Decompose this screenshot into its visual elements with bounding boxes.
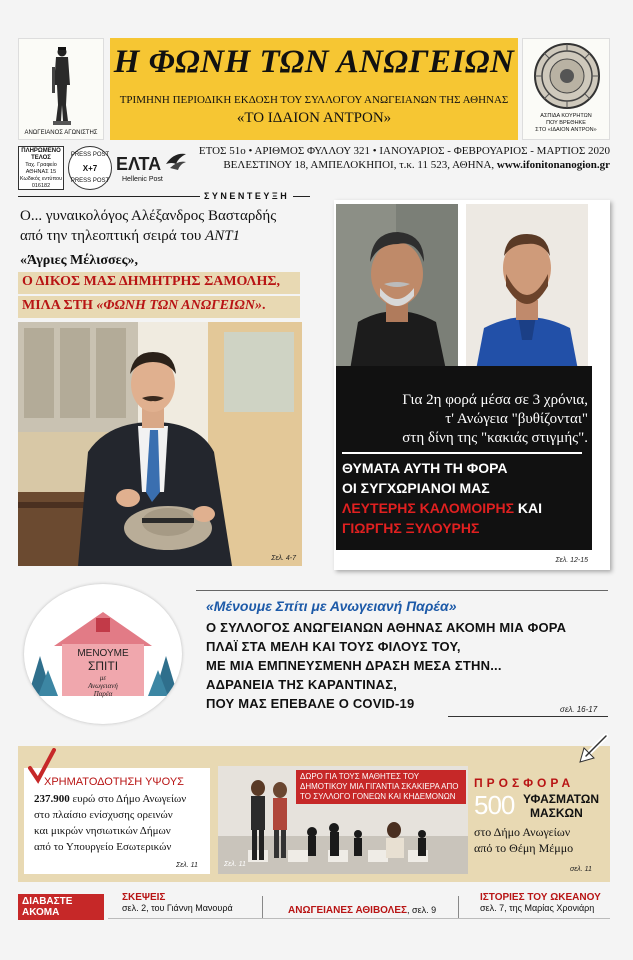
portrait-young-man: [466, 204, 588, 370]
right-caption-line-2: ΠΟΥ ΒΡΕΘΗΚΕ: [546, 120, 586, 126]
and-word: ΚΑΙ: [514, 500, 543, 516]
press-post-seal: [68, 146, 112, 190]
footer-link-ocean[interactable]: [480, 892, 601, 913]
stay-home-logo[interactable]: [24, 584, 182, 724]
feature-page-ref: Σελ. 12-15: [555, 557, 588, 564]
interview-label: ΣΥΝΕΝΤΕΥΞΗ: [200, 191, 293, 201]
funding-line-4: και μικρών νησιωτικών Δήμων: [34, 825, 171, 837]
feature-names-line: [342, 500, 542, 516]
elta-bird-icon: [164, 150, 188, 174]
masks-title[interactable]: ΠΡΟΣΦΟΡΑ: [474, 776, 575, 790]
logo-line-3: με: [99, 674, 107, 682]
curetes-shield-icon: [533, 42, 601, 110]
stay-home-line-5: ΠΟΥ ΜΑΣ ΕΠΕΒΑΛΕ Ο COVID-19: [206, 696, 415, 711]
funding-page-ref: Σελ. 11: [176, 862, 198, 869]
postage-paid-stamp: [18, 146, 64, 190]
stay-home-house-icon: [24, 584, 182, 724]
footer-link-athivoles-title: ΑΝΩΓΕΙΑΝΕΣ ΑΘΙΒΟΛΕΣ: [288, 905, 408, 916]
elta-subtitle: Hellenic Post: [122, 176, 163, 183]
elta-name: ΕΛΤΑ: [116, 154, 162, 174]
right-emblem-caption: [525, 113, 607, 134]
footer-link-ocean-sub: σελ. 7, της Μαρίας Χρονιάρη: [480, 903, 595, 913]
actor-illustration: [18, 322, 302, 566]
funding-line-3: στο πλαίσιο ενίσχυσης ορεινών: [34, 809, 173, 821]
address-text: ΒΕΛΕΣΤΙΝΟΥ 18, ΑΜΠΕΛΟΚΗΠΟΙ, τ.κ. 11 523, ΑΘΗΝΑ,: [223, 159, 497, 171]
postage-line-2: ΤΕΛΟΣ: [31, 155, 51, 161]
chess-caption: ΔΩΡΟ ΓΙΑ ΤΟΥΣ ΜΑΘΗΤΕΣ ΤΟΥ ΔΗΜΟΤΙΚΟΥ ΜΙΑ ΓΙΓΑΝΤΙΑ ΣΚΑΚΙΕΡΑ ΑΠΟ ΤΟ ΣΥΛΛΟΓΟ ΓΟΝΕΩΝ ΚΑΙ ΚΗΔΕΜΟΝΩΝ: [296, 770, 466, 804]
funding-line-2: [34, 793, 186, 805]
victim-name-2: ΓΙΩΡΓΗΣ ΞΥΛΟΥΡΗΣ: [342, 520, 480, 536]
press-post-top: PRESS POST: [70, 152, 110, 158]
feature-line-2: τ' Ανώγεια "βυθίζονται": [445, 411, 588, 427]
chess-page-ref: Σελ. 11: [224, 861, 246, 868]
press-post-bottom: PRESS POST: [70, 178, 110, 184]
stay-home-line-2: ΠΛΑΪ ΣΤΑ ΜΕΛΗ ΚΑΙ ΤΟΥΣ ΦΙΛΟΥΣ ΤΟΥ,: [206, 639, 461, 654]
chess-article[interactable]: [218, 766, 468, 874]
footer-link-thoughts-sub: σελ. 2, του Γιάννη Μανουρά: [122, 903, 233, 913]
feature-line-5: ΟΙ ΣΥΓΧΩΡΙΑΝΟΙ ΜΑΣ: [342, 480, 490, 496]
postage-line-4: ΑΘΗΝΑΣ 15: [25, 169, 57, 175]
fighter-statue-icon: [49, 45, 75, 125]
young-man-illustration: [466, 204, 588, 370]
masks-line-2: ΜΑΣΚΩΝ: [530, 806, 583, 820]
masthead-left-emblem: [18, 38, 104, 140]
interview-band-2-text: [22, 298, 265, 314]
tv-channel: ΑΝΤ1: [205, 228, 241, 244]
read-more-line-1: ΔΙΑΒΑΣΤΕ: [22, 896, 73, 907]
stay-home-line-3: ΜΕ ΜΙΑ ΕΜΠΝΕΥΣΜΕΝΗ ΔΡΑΣΗ ΜΕΣΑ ΣΤΗΝ...: [206, 658, 502, 673]
footer-divider-1: [262, 896, 263, 918]
band-2-pre: ΜΙΛΑ ΣΤΗ: [22, 298, 97, 313]
elta-logo: [116, 146, 188, 190]
stay-home-title[interactable]: «Μένουμε Σπίτι με Ανωγειανή Παρέα»: [206, 598, 457, 614]
interview-show-title: «Άγριες Μέλισσες»,: [20, 253, 139, 268]
newspaper-subtitle: ΤΡΙΜΗΝΗ ΠΕΡΙΟΔΙΚΗ ΕΚΔΟΣΗ ΤΟΥ ΣΥΛΛΟΓΟΥ ΑΝΩΓΕΙΑΝΩΝ ΤΗΣ ΑΘΗΝΑΣ: [119, 94, 509, 106]
masks-page-ref: σελ. 11: [570, 866, 592, 873]
interview-line-2-text: από την τηλεοπτική σειρά του: [20, 228, 206, 244]
band-2-post: .: [261, 298, 266, 313]
address-line: [198, 159, 610, 171]
interview-band-2: [18, 296, 300, 318]
masthead-banner: [110, 38, 518, 140]
postage-line-3: Ταχ. Γραφείο: [25, 162, 57, 168]
right-caption-line-3: ΣΤΟ «ΙΔΑΙΟΝ ΑΝΤΡΟΝ»: [535, 127, 597, 133]
read-more-badge: [18, 894, 104, 920]
interview-line-2: [20, 228, 240, 245]
band-2-paper-name: «ΦΩΝΗ ΤΩΝ ΑΝΩΓΕΙΩΝ»: [96, 298, 262, 313]
portrait-older-man: [336, 204, 458, 370]
read-more-line-2: ΑΚΟΜΑ: [22, 907, 60, 918]
funding-amount: 237.900: [34, 793, 70, 805]
actor-photo[interactable]: [18, 322, 302, 566]
logo-line-1: ΜΕΝΟΥΜΕ: [77, 648, 129, 659]
newspaper-title: Η ΦΩΝΗ ΤΩΝ ΑΝΩΓΕΙΩΝ: [113, 44, 515, 80]
logo-line-4: Ανωγειανή: [88, 682, 118, 690]
stay-home-rule: [196, 590, 608, 591]
stay-home-line-4: ΑΔΡΑΝΕΙΑ ΤΗΣ ΚΑΡΑΝΤΙΝΑΣ,: [206, 677, 398, 692]
masks-line-3: στο Δήμο Ανωγείων: [474, 825, 571, 839]
arrow-pointer-icon: [576, 732, 610, 766]
feature-divider: [342, 452, 582, 454]
stay-home-page-ref: σελ. 16-17: [560, 705, 598, 714]
logo-line-2: ΣΠΙΤΙ: [87, 659, 119, 673]
masthead-right-emblem: [522, 38, 610, 140]
right-caption-line-1: ΑΣΠΙΔΑ ΚΟΥΡΗΤΩΝ: [540, 113, 592, 119]
logo-line-5: Παρέα: [93, 690, 113, 698]
interview-page-ref: Σελ. 4-7: [271, 555, 296, 562]
website-link[interactable]: www.ifonitonanogion.gr: [496, 159, 610, 171]
footer-rule: [108, 918, 610, 919]
footer-link-thoughts-title: ΣΚΕΨΕΙΣ: [122, 892, 166, 903]
interview-band-1-text: Ο ΔΙΚΟΣ ΜΑΣ ΔΗΜΗΤΡΗΣ ΣΑΜΟΛΗΣ,: [22, 274, 281, 289]
postage-line-5: Κωδικός εντύπου: [19, 176, 63, 182]
press-post-code: X+7: [82, 164, 98, 173]
tragedy-feature[interactable]: [334, 200, 610, 570]
funding-title: ΧΡΗΜΑΤΟΔΟΤΗΣΗ ΥΨΟΥΣ: [44, 776, 184, 788]
footer-link-ocean-title: ΙΣΤΟΡΙΕΣ ΤΟΥ ΩΚΕΑΝΟΥ: [480, 892, 601, 903]
interview-band-1: [18, 272, 300, 294]
footer-link-athivoles[interactable]: [288, 900, 436, 918]
feature-line-3: στη δίνη της "κακιάς στιγμής".: [402, 430, 588, 446]
masks-line-1: ΥΦΑΣΜΑΤΩΝ: [523, 792, 600, 806]
masks-line-4: από το Θέμη Μέμμο: [474, 841, 574, 855]
footer-divider-2: [458, 896, 459, 918]
stay-home-line-1: Ο ΣΥΛΛΟΓΟΣ ΑΝΩΓΕΙΑΝΩΝ ΑΘΗΝΑΣ ΑΚΟΜΗ ΜΙΑ ΦΟΡΑ: [206, 620, 567, 635]
stay-home-bottom-rule: [448, 716, 608, 717]
footer-link-athivoles-sub: , σελ. 9: [407, 905, 437, 915]
funding-line-5: από το Υπουργείο Εσωτερικών: [34, 841, 172, 853]
issue-info: ΕΤΟΣ 51ο • ΑΡΙΘΜΟΣ ΦΥΛΛΟΥ 321 • ΙΑΝΟΥΑΡΙΟΣ - ΦΕΒΡΟΥΑΡΙΟΣ - ΜΑΡΤΙΟΣ 2020: [198, 145, 610, 157]
footer-link-thoughts[interactable]: [122, 892, 233, 913]
funding-line-2-rest: ευρώ στο Δήμο Ανωγείων: [69, 793, 187, 805]
masks-count: 500: [474, 790, 515, 820]
postage-line-1: ΠΛΗΡΩΜΕΝΟ: [21, 148, 61, 154]
newspaper-subtitle-2: «ΤΟ ΙΔΑΙΟΝ ΑΝΤΡΟΝ»: [236, 110, 392, 126]
older-man-illustration: [336, 204, 458, 370]
postage-line-6: 016182: [31, 183, 51, 189]
victim-name-1: ΛΕΥΤΕΡΗΣ ΚΑΛΟΜΟΙΡΗΣ: [342, 500, 515, 516]
left-emblem-caption: ΑΝΩΓΕΙΑΝΟΣ ΑΓΩΝΙΣΤΗΣ: [24, 130, 98, 136]
interview-line-1: Ο... γυναικολόγος Αλέξανδρος Βασταρδής: [20, 208, 277, 224]
feature-line-1: Για 2η φορά μέσα σε 3 χρόνια,: [402, 392, 588, 408]
feature-line-4: ΘΥΜΑΤΑ ΑΥΤΗ ΤΗ ΦΟΡΑ: [342, 460, 508, 476]
